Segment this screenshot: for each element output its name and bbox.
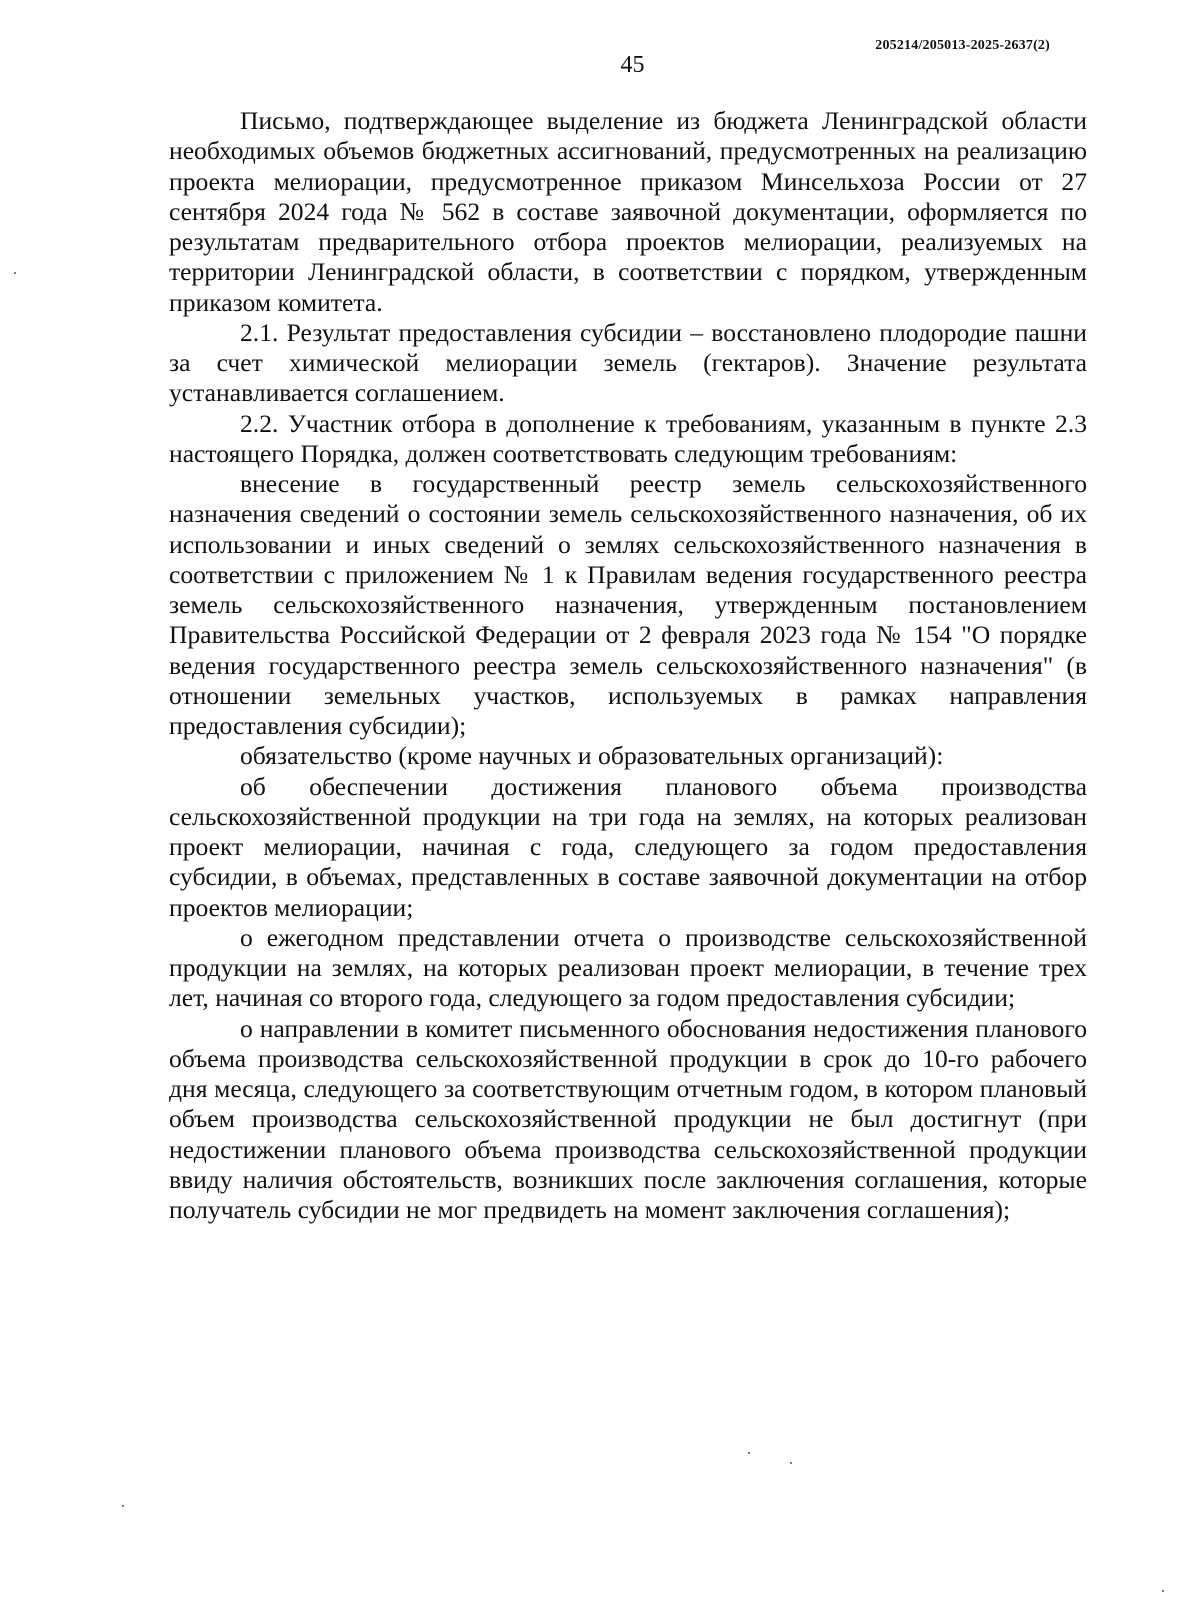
scan-speck bbox=[1162, 1590, 1164, 1592]
paragraph-2-1-result: 2.1. Результат предоставления субсидии – восстановлено плодородие пашни за счет химической мелиорации земель (гектаров). Значение результата устанавливается соглашением. bbox=[169, 317, 1087, 408]
paragraph-obligation-production: об обеспечении достижения планового объема производства сельскохозяйственной продукции на три года на землях, на которых реализован проект мелиорации, начиная с года, следующего за годом предоставления субсидии, в объемах, представленных в составе заявочной документации на отбор проектов мелиорации; bbox=[169, 771, 1087, 922]
paragraph-budget-letter: Письмо, подтверждающее выделение из бюджета Ленинградской области необходимых объемов бюджетных ассигнований, предусмотренных на реализацию проекта мелиорации, предусмотренное приказом Минсельхоза России от 27 сентября 2024 года № 562 в составе заявочной документации, оформляется по результатам предварительного отбора проектов мелиорации, реализуемых на территории Ленинградской области, в соответствии с порядком, утвержденным приказом комитета. bbox=[169, 106, 1087, 317]
scan-speck bbox=[748, 1452, 750, 1454]
paragraph-2-2-requirements: 2.2. Участник отбора в дополнение к требованиям, указанным в пункте 2.3 настоящего Порядка, должен соответствовать следующим требованиям: bbox=[169, 408, 1087, 468]
document-body bbox=[169, 106, 1087, 1225]
paragraph-land-registry: внесение в государственный реестр земель сельскохозяйственного назначения сведений о состоянии земель сельскохозяйственного назначения, об их использовании и иных сведений о землях сельскохозяйственного назначения в соответствии с приложением № 1 к Правилам ведения государственного реестра земель сельскохозяйственного назначения, утвержденным постановлением Правительства Российской Федерации от 2 февраля 2023 года № 154 "О порядке ведения государственного реестра земель сельскохозяйственного назначения" (в отношении земельных участков, используемых в рамках направления предоставления субсидии); bbox=[169, 469, 1087, 740]
paragraph-obligation-intro: обязательство (кроме научных и образовательных организаций): bbox=[240, 741, 944, 771]
scan-speck bbox=[14, 272, 16, 274]
document-registration-number: 205214/205013-2025-2637(2) bbox=[875, 38, 1050, 53]
page-number: 45 bbox=[620, 52, 645, 78]
paragraph-obligation-justification: о направлении в комитет письменного обоснования недостижения планового объема производства сельскохозяйственной продукции в срок до 10-го рабочего дня месяца, следующего за соответствующим отчетным годом, в котором плановый объем производства сельскохозяйственной продукции не был достигнут (при недостижении планового объема производства сельскохозяйственной продукции ввиду наличия обстоятельств, возникших после заключения соглашения, которые получатель субсидии не мог предвидеть на момент заключения соглашения); bbox=[169, 1013, 1087, 1224]
scan-speck bbox=[122, 1505, 124, 1507]
scan-speck bbox=[790, 1462, 792, 1464]
paragraph-obligation-report: о ежегодном представлении отчета о производстве сельскохозяйственной продукции на землях, на которых реализован проект мелиорации, в течение трех лет, начиная со второго года, следующего за годом предоставления субсидии; bbox=[169, 922, 1087, 1013]
